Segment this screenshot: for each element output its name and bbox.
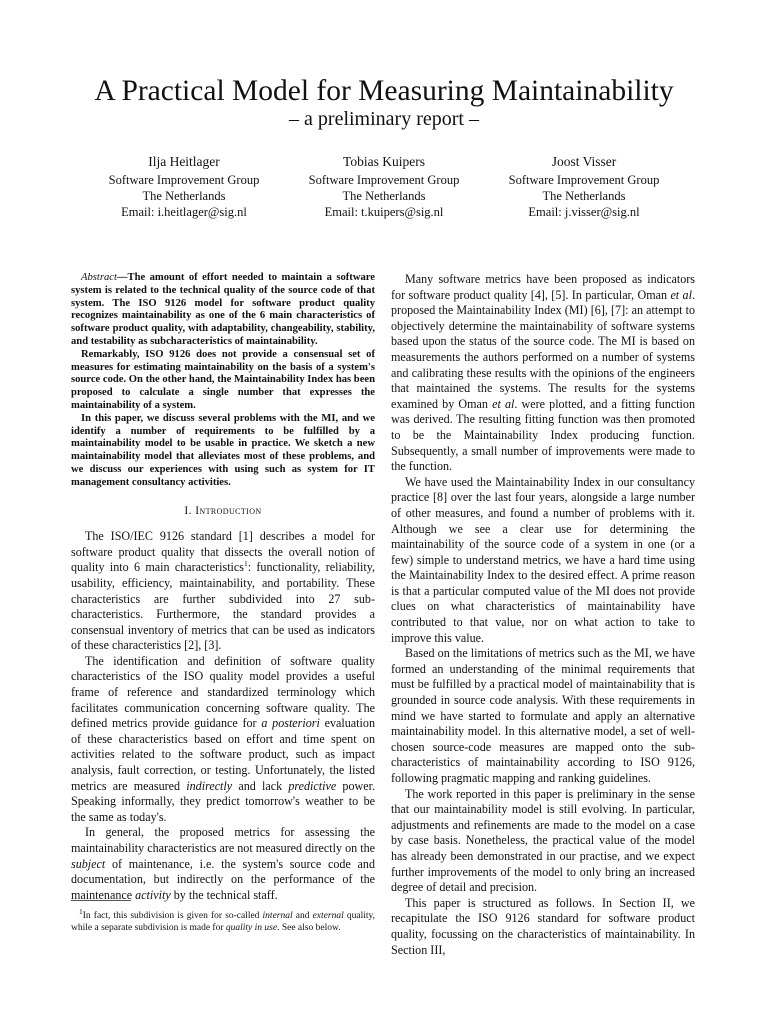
body-paragraph: This paper is structured as follows. In Section II, we recapitulate the ISO 9126 standard for software product quality, focussing on the characteristics of maintainability. In Section III, [391,895,695,957]
footnote-mark: 1 [79,906,83,916]
body-paragraph: The work reported in this paper is preliminary in the sense that our maintainability model is still evolving. In particular, adjustments and refinements are made to the model on a case by case basis. Nonetheless, the practical value of the model has already been demonstrated in our practise, and we expect further improvements of the model to only bring an increased degree of detail and precision. [391,786,695,895]
section-heading: I. Introduction [184,504,262,517]
paper-subtitle: – a preliminary report – [289,108,479,130]
body-paragraph: The identification and definition of software quality characteristics of the ISO quality model provides a useful frame of reference and standardized terminology which facilitates communication concerning software quality. The defined metrics provide guidance for a posteriori evaluation of these characteristics based on effort and time spent on activities related to the software product, such as impact analysis, fault correction, or testing. Unfortunately, the listed metrics are measured indirectly and lack predictive power. Speaking informally, they predict tomorrow's weather to be the same as today's. [71,653,375,824]
author-affiliation: Software Improvement Group [308,173,460,187]
author-block [84,154,684,220]
abstract-paragraph: In this paper, we discuss several problems with the MI, and we identify a number of requirements to be fulfilled by a maintainability model to be usable in practice. We sketch a new maintainability model that alleviates most of these problems, and we discuss our experiences with using such as system for IT management consultancy activities. [71,412,375,488]
author-country: The Netherlands [542,189,626,203]
abstract-paragraph: Abstract—The amount of effort needed to maintain a software system is related to the technical quality of the source code of that system. The ISO 9126 model for software product quality recognizes maintainability as one of the 6 main characteristics of software product quality, with adaptability, changeability, stability, and testability as subcharacteristics of maintainability. [71,272,375,347]
body-paragraph: In general, the proposed metrics for assessing the maintainability characteristics are not measured directly on the subject of maintenance, i.e. the system's source code and documentation, but indirectly on the performance of the maintenance activity by the technical staff. [71,825,375,902]
author-affiliation: Software Improvement Group [508,173,660,187]
body-paragraph: Many software metrics have been proposed as indicators for software product quality [4], [5]. In particular, Oman et al. proposed the Maintainability Index (MI) [6], [7]: an attempt to objectively determine the maintainability of software systems based upon the status of the source code. The MI is based on measurements the authors performed on a number of systems and calibrating these results with the opinions of the engineers that maintained the systems. The results for the systems examined by Oman et al. were plotted, and a fitting function was derived. The resulting fitting function was then promoted to be the Maintainability Index producing function. Subsequently, a small number of improvements were made to the function. [391,272,696,474]
author-email: Email: j.visser@sig.nl [528,205,640,219]
body-paragraph: Based on the limitations of metrics such as the MI, we have formed an understanding of the minimal requirements that must be fulfilled by a practical model of maintainability that is grounded in source code analysis. With these requirements in mind we have started to formulate and apply an alternative maintainability model. In this alternative model, a set of well-chosen source-code measures are mapped onto the sub-characteristics of maintainability according to ISO 9126, following pragmatic mapping and ranking guidelines. [391,646,695,785]
author-affiliation: Software Improvement Group [108,173,260,187]
author-email: Email: i.heitlager@sig.nl [121,205,247,219]
left-column [71,272,375,903]
right-column [391,272,695,958]
author-name: Joost Visser [551,154,617,169]
footnote-ref: 1 [244,559,248,569]
author-country: The Netherlands [342,189,426,203]
abstract [71,272,375,490]
footnote-rule [71,900,131,901]
footnote: $^1$In fact, this subdivision is given for so-called internal and external quality, while a separate subdivision is made for quality in use. See also below. [71,906,375,933]
author-name: Ilja Heitlager [148,154,220,169]
author-email: Email: t.kuipers@sig.nl [324,205,444,219]
body-paragraph: The ISO/IEC 9126 standard [1] describes a model for software product quality that dissects the overall notion of quality into 6 main characteristics$^1$: functionality, reliability, usability, efficiency, maintainability, and portability. These characteristics are further subdivided into 27 sub-characteristics. Furthermore, the standard provides a consensual inventory of metrics that can be used as indicators of these characteristics [2], [3]. [71,529,375,653]
author-name: Tobias Kuipers [343,154,425,169]
author-country: The Netherlands [142,189,226,203]
paper-title: A Practical Model for Measuring Maintainability [94,75,674,107]
abstract-paragraph: Remarkably, ISO 9126 does not provide a consensual set of measures for estimating maintainability on the basis of a system's source code. On the other hand, the Maintainability Index has been proposed to calculate a single number that expresses the maintainability of a system. [71,348,375,411]
body-paragraph: We have used the Maintainability Index in our consultancy practice [8] over the last four years, alongside a large number of other measures, and found a number of problems with it. Although we see a clear use for determining the maintainability of the source code of a system in one (or a few) simple to understand metrics, we have a hard time using the Maintainability Index to the desired effect. A prime reason is that a particular computed value of the MI does not provide clues on what characteristics of maintainability have contributed to that value, nor on what action to take to improve this value. [391,474,695,645]
author-1 [84,154,284,220]
abstract-lead: Abstract [81,272,117,283]
author-2 [284,154,484,220]
author-3 [484,154,684,220]
